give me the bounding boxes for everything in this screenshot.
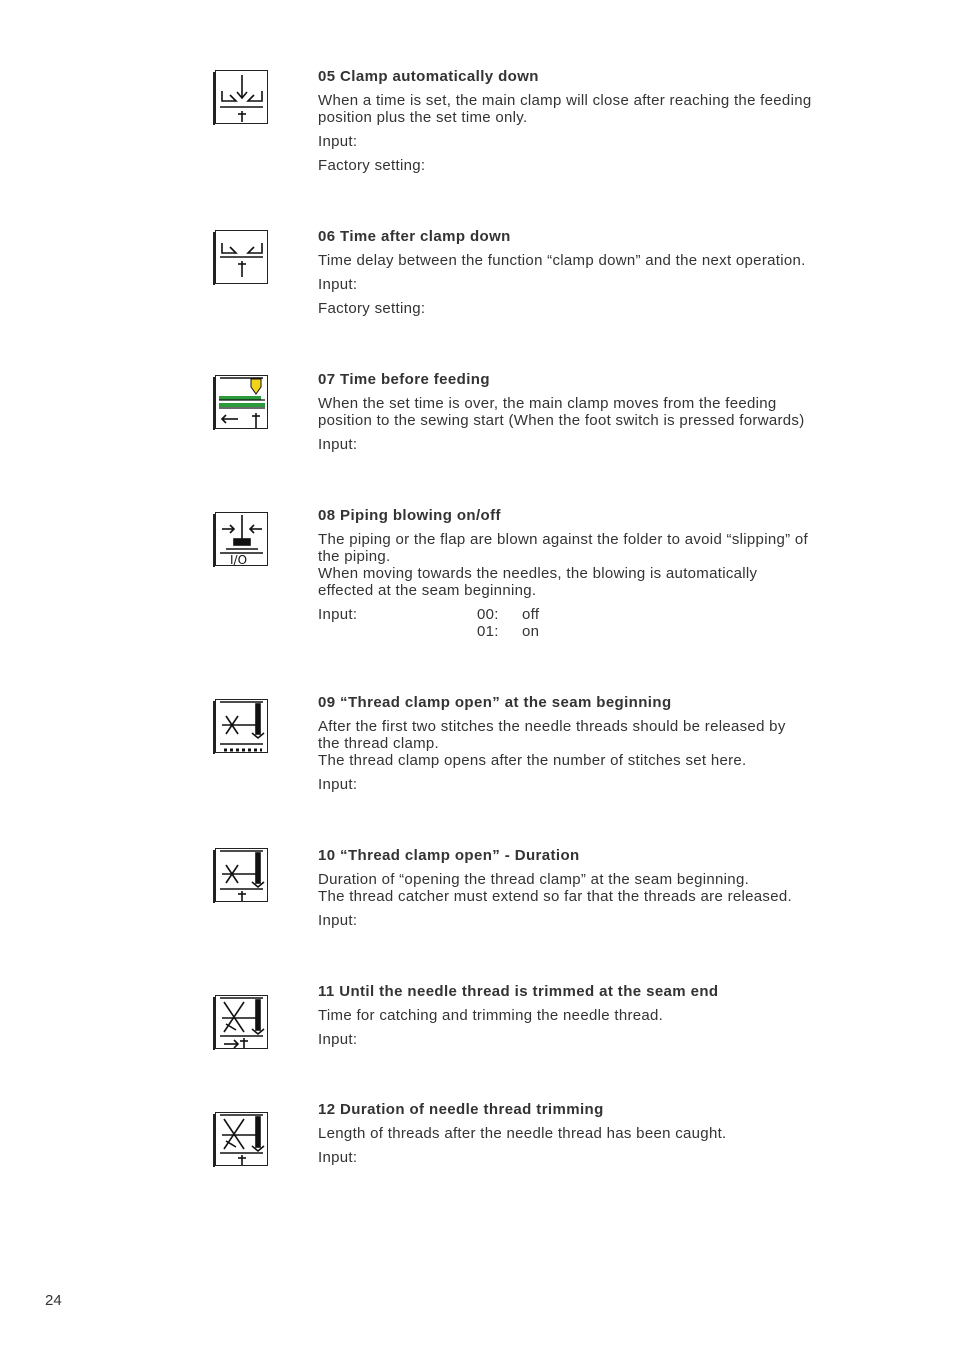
desc-line: When a time is set, the main clamp will close after reaching the feeding [318, 92, 812, 109]
section-description [318, 718, 878, 769]
desc-line: the thread clamp. [318, 735, 439, 752]
page-number: 24 [45, 1292, 62, 1309]
svg-text:I/O: I/O [230, 553, 248, 565]
option-label: off [522, 606, 540, 623]
input-label: Input: [318, 912, 358, 929]
input-options [318, 623, 878, 640]
needle-thread-trim-timing-icon [215, 995, 268, 1049]
section-05-text [318, 68, 878, 174]
clamp-auto-down-icon [215, 70, 268, 124]
input-label: Input: [318, 276, 358, 293]
desc-line: The piping or the flap are blown against the folder to avoid “slipping” of [318, 531, 808, 548]
option-code: 01: [477, 623, 499, 640]
section-title: 08 Piping blowing on/off [318, 507, 501, 524]
desc-line: position plus the set time only. [318, 109, 528, 126]
desc-line: The thread clamp opens after the number of stitches set here. [318, 752, 747, 769]
input-label: Input: [318, 1031, 358, 1048]
time-before-feeding-icon [215, 375, 268, 429]
section-description [318, 1125, 878, 1142]
section-11-text [318, 983, 878, 1048]
input-label: Input: [318, 436, 358, 453]
needle-thread-trim-duration-icon [215, 1112, 268, 1166]
section-10-text [318, 847, 878, 929]
thread-clamp-duration-icon [215, 848, 268, 902]
section-description [318, 531, 878, 599]
section-title: 09 “Thread clamp open” at the seam beginning [318, 694, 672, 711]
desc-line: Length of threads after the needle thread has been caught. [318, 1125, 727, 1142]
section-12-text [318, 1101, 878, 1166]
section-description [318, 871, 878, 905]
section-title: 12 Duration of needle thread trimming [318, 1101, 604, 1118]
section-title: 11 Until the needle thread is trimmed at the seam end [318, 983, 719, 1000]
section-description [318, 395, 878, 429]
time-after-clamp-down-icon [215, 230, 268, 284]
desc-line: Duration of “opening the thread clamp” at the seam beginning. [318, 871, 750, 888]
thread-clamp-open-start-icon [215, 699, 268, 753]
input-options [318, 606, 878, 623]
input-label: Input: [318, 133, 358, 150]
factory-setting-label: Factory setting: [318, 157, 426, 174]
desc-line: effected at the seam beginning. [318, 582, 537, 599]
section-title: 06 Time after clamp down [318, 228, 511, 245]
section-description [318, 92, 878, 126]
desc-line: the piping. [318, 548, 391, 565]
desc-line: Time for catching and trimming the needle thread. [318, 1007, 664, 1024]
option-label: on [522, 623, 540, 640]
section-07-text [318, 371, 878, 453]
section-09-text [318, 694, 878, 793]
section-title: 05 Clamp automatically down [318, 68, 539, 85]
desc-line: The thread catcher must extend so far that the threads are released. [318, 888, 792, 905]
section-title: 10 “Thread clamp open” - Duration [318, 847, 580, 864]
factory-setting-label: Factory setting: [318, 300, 426, 317]
desc-line: After the first two stitches the needle threads should be released by [318, 718, 786, 735]
section-description [318, 1007, 878, 1024]
section-title: 07 Time before feeding [318, 371, 490, 388]
input-label: Input: [318, 606, 358, 623]
section-06-text [318, 228, 878, 317]
desc-line: When moving towards the needles, the blowing is automatically [318, 565, 758, 582]
option-code: 00: [477, 606, 499, 623]
desc-line: When the set time is over, the main clamp moves from the feeding [318, 395, 777, 412]
input-label: Input: [318, 1149, 358, 1166]
desc-line: Time delay between the function “clamp down” and the next operation. [318, 252, 806, 269]
section-description [318, 252, 878, 269]
desc-line: position to the sewing start (When the foot switch is pressed forwards) [318, 412, 805, 429]
piping-blowing-icon [215, 512, 268, 566]
section-08-text [318, 507, 878, 640]
input-label: Input: [318, 776, 358, 793]
